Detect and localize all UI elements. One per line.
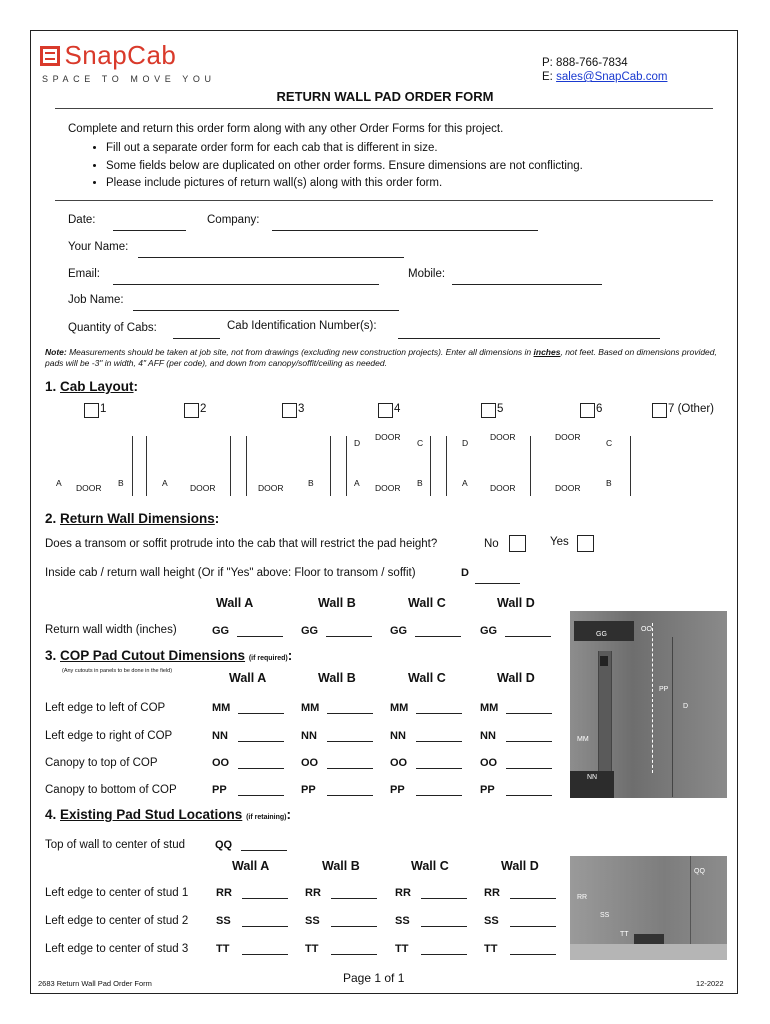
stud-code: SS (305, 915, 320, 927)
wall-label-c: C (417, 438, 424, 448)
mobile-field[interactable] (452, 284, 602, 285)
cop-field[interactable] (238, 768, 284, 769)
logo-tagline: SPACE TO MOVE YOU (42, 74, 216, 84)
section-4-heading (45, 807, 291, 822)
date-label: Date: (68, 214, 96, 226)
door-label: DOOR (555, 483, 581, 493)
job-name-label: Job Name: (68, 294, 124, 306)
cop-row-label: Left edge to right of COP (45, 730, 173, 742)
cop-field[interactable] (506, 795, 552, 796)
cop-row-label: Canopy to top of COP (45, 757, 158, 769)
instructions-list (88, 140, 583, 193)
footer-date: 12-2022 (696, 979, 724, 988)
stud-code: TT (484, 943, 498, 955)
sec-num: 4. (45, 807, 61, 822)
wall-label-d: D (462, 438, 469, 448)
layout-option-4-checkbox[interactable] (378, 403, 393, 418)
cutout-note: (Any cutouts in panels to be done in the field) (62, 668, 173, 674)
your-name-label: Your Name: (68, 241, 129, 253)
wall-c-header: Wall C (408, 671, 446, 685)
stud-code: SS (395, 915, 410, 927)
cop-field[interactable] (416, 768, 462, 769)
sec-num: 1. (45, 379, 61, 394)
cop-field[interactable] (327, 713, 373, 714)
instructions-divider (55, 200, 713, 201)
sec-colon: : (214, 511, 220, 526)
door-label: DOOR (555, 432, 581, 442)
layout-option-1-checkbox[interactable] (84, 403, 99, 418)
cop-code: NN (480, 730, 496, 742)
quantity-label: Quantity of Cabs: (68, 322, 157, 334)
cop-code: MM (212, 702, 231, 714)
wall-label-b: B (118, 478, 124, 488)
wall-height-code: D (461, 567, 469, 579)
wall-c-header: Wall C (408, 596, 446, 610)
photo-label-mm: MM (577, 736, 589, 743)
wall-label-a: A (354, 478, 360, 488)
width-wall-a-field[interactable] (237, 636, 283, 637)
stud-row-label: Left edge to center of stud 3 (45, 943, 189, 955)
wall-height-field[interactable] (475, 583, 520, 584)
photo-label-gg: GG (596, 631, 607, 638)
door-label: DOOR (190, 483, 216, 493)
wall-label-b: B (606, 478, 612, 488)
stud-code: TT (395, 943, 409, 955)
wall-line (430, 436, 431, 496)
wall-line (230, 436, 231, 496)
wall-label-a: A (462, 478, 468, 488)
wall-line (346, 436, 347, 496)
stud-field[interactable] (331, 954, 377, 955)
job-name-field[interactable] (133, 310, 399, 311)
cop-field[interactable] (238, 741, 284, 742)
sec-title: Cab Layout (60, 379, 134, 394)
wall-d-header: Wall D (497, 596, 535, 610)
phone: P: 888-766-7834 (542, 57, 628, 69)
photo-floor (570, 944, 727, 960)
wall-line (246, 436, 247, 496)
wall-a-header: Wall A (229, 671, 267, 685)
cop-field[interactable] (327, 768, 373, 769)
photo-label-ss: SS (600, 912, 610, 919)
dimension-line-pp (652, 623, 653, 773)
width-code: GG (390, 625, 408, 637)
section-1-heading (45, 379, 138, 394)
wall-line (132, 436, 133, 496)
cop-field[interactable] (506, 768, 552, 769)
top-to-stud-label: Top of wall to center of stud (45, 839, 185, 851)
wall-d-header: Wall D (501, 859, 539, 873)
transom-no-label: No (484, 538, 499, 550)
stud-field[interactable] (421, 926, 467, 927)
stud-field[interactable] (242, 898, 288, 899)
cop-code: MM (480, 702, 499, 714)
wall-line (630, 436, 631, 496)
wall-line (446, 436, 447, 496)
title-divider (55, 108, 713, 109)
footer-form-id: 2683 Return Wall Pad Order Form (38, 979, 152, 988)
cop-code: OO (480, 757, 498, 769)
footer-page-number: Page 1 of 1 (343, 971, 405, 985)
stud-row-label: Left edge to center of stud 2 (45, 915, 189, 927)
wall-d-header: Wall D (497, 671, 535, 685)
wall-edge (690, 856, 691, 956)
stud-code: RR (395, 887, 411, 899)
layout-option-5-checkbox[interactable] (481, 403, 496, 418)
width-code: GG (212, 625, 230, 637)
layout-option-label: 2 (200, 403, 207, 415)
photo-label-d: D (683, 703, 689, 710)
return-wall-width-label: Return wall width (inches) (45, 624, 177, 636)
stud-field[interactable] (421, 954, 467, 955)
transom-yes-checkbox[interactable] (577, 535, 594, 552)
wall-label-c: C (606, 438, 613, 448)
door-label: DOOR (375, 483, 401, 493)
note-text-2: , not feet. Based on dimensions provided, pads will be -3" in width, 4" AFF (per code), and down from canopy/soffit/ceiling as needed. (45, 347, 717, 368)
quantity-field[interactable] (173, 338, 220, 339)
photo-label-pp: PP (659, 686, 669, 693)
sec-colon: : (133, 379, 139, 394)
email-link[interactable]: sales@SnapCab.com (556, 71, 668, 83)
layout-option-label: 3 (298, 403, 305, 415)
stud-field[interactable] (331, 898, 377, 899)
top-to-stud-code: QQ (215, 839, 233, 851)
your-name-field[interactable] (138, 257, 404, 258)
cop-field[interactable] (327, 741, 373, 742)
intro-text: Complete and return this order form along with any other Order Forms for this project. (68, 123, 504, 135)
wall-label-a: A (56, 478, 62, 488)
door-label: DOOR (490, 483, 516, 493)
sec-num: 2. (45, 511, 61, 526)
contact-info (542, 56, 667, 84)
cop-code: MM (390, 702, 409, 714)
wall-a-header: Wall A (232, 859, 270, 873)
layout-option-label: 1 (100, 403, 107, 415)
cop-code: PP (301, 784, 316, 796)
transom-yes-label: Yes (550, 536, 569, 548)
photo-label-rr: RR (577, 894, 588, 901)
note-text: Measurements should be taken at job site, not from drawings (excluding new construction projects). Enter all dimensions in (66, 347, 534, 357)
cop-field[interactable] (506, 741, 552, 742)
cop-field[interactable] (416, 741, 462, 742)
stud-code: TT (216, 943, 230, 955)
measurement-note (45, 347, 725, 369)
cop-code: PP (480, 784, 495, 796)
cop-field[interactable] (327, 795, 373, 796)
wall-b-header: Wall B (322, 859, 360, 873)
sec-title: COP Pad Cutout Dimensions (60, 648, 246, 663)
company-label: Company: (207, 214, 260, 226)
layout-option-7-checkbox[interactable] (652, 403, 667, 418)
stud-field[interactable] (510, 954, 556, 955)
email-field[interactable] (113, 284, 379, 285)
width-wall-c-field[interactable] (415, 636, 461, 637)
snapcab-logo-icon (40, 46, 60, 66)
stud-field[interactable] (331, 926, 377, 927)
cop-field[interactable] (416, 713, 462, 714)
width-code: GG (301, 625, 319, 637)
cab-id-field[interactable] (398, 338, 660, 339)
layout-option-2-checkbox[interactable] (184, 403, 199, 418)
email-line (542, 70, 667, 84)
photo-label-nn: NN (587, 774, 598, 781)
cop-code: MM (301, 702, 320, 714)
email-prefix: E: (542, 71, 557, 83)
wall-label-a: A (162, 478, 168, 488)
email-label: Email: (68, 268, 100, 280)
layout-option-6-checkbox[interactable] (580, 403, 595, 418)
stud-code: RR (305, 887, 321, 899)
sec-num: 3. (45, 648, 61, 663)
sec-note: (if required) (248, 655, 288, 662)
cop-code: PP (212, 784, 227, 796)
wall-label-d: D (354, 438, 361, 448)
cop-code: PP (390, 784, 405, 796)
wall-line (330, 436, 331, 496)
door-label: DOOR (490, 432, 516, 442)
photo-label-tt: TT (620, 931, 629, 938)
section-3-heading (45, 648, 292, 663)
note-label: Note: (45, 347, 67, 357)
cop-code: OO (212, 757, 230, 769)
width-code: GG (480, 625, 498, 637)
cop-panel (598, 651, 612, 781)
date-field[interactable] (113, 230, 186, 231)
stud-code: TT (305, 943, 319, 955)
instruction-item: • Please include pictures of return wall(s) along with this order form. (106, 175, 583, 193)
layout-option-label: 6 (596, 403, 603, 415)
sec-colon: : (286, 807, 292, 822)
note-inches: inches (533, 347, 561, 357)
layout-option-label: 5 (497, 403, 504, 415)
wall-line (146, 436, 147, 496)
stud-field[interactable] (510, 898, 556, 899)
cop-code: NN (212, 730, 228, 742)
company-field[interactable] (272, 230, 538, 231)
return-wall-photo-1 (570, 611, 727, 798)
form-title: RETURN WALL PAD ORDER FORM (276, 89, 494, 104)
transom-question: Does a transom or soffit protrude into the cab that will restrict the pad height? (45, 538, 438, 550)
sec-note: (if retaining) (246, 814, 287, 821)
cop-code: OO (390, 757, 408, 769)
sec-title: Return Wall Dimensions (60, 511, 215, 526)
instruction-item: • Some fields below are duplicated on other order forms. Ensure dimensions are not conflicting. (106, 158, 583, 176)
width-wall-b-field[interactable] (326, 636, 372, 637)
stud-code: SS (484, 915, 499, 927)
wall-label-b: B (308, 478, 314, 488)
stud-field[interactable] (242, 926, 288, 927)
stud-field[interactable] (242, 954, 288, 955)
wall-a-header: Wall A (216, 596, 254, 610)
cop-row-label: Left edge to left of COP (45, 702, 166, 714)
door-label: DOOR (375, 432, 401, 442)
door-edge (672, 637, 673, 797)
cop-field[interactable] (506, 713, 552, 714)
cop-field[interactable] (416, 795, 462, 796)
return-wall-photo-2 (570, 856, 727, 960)
stud-field[interactable] (421, 898, 467, 899)
layout-option-label: 4 (394, 403, 401, 415)
door-label: DOOR (258, 483, 284, 493)
door-label: DOOR (76, 483, 102, 493)
stud-field[interactable] (510, 926, 556, 927)
cab-id-label: Cab Identification Number(s): (227, 320, 377, 332)
cop-display-icon (600, 656, 608, 666)
layout-option-3-checkbox[interactable] (282, 403, 297, 418)
snapcab-logo (40, 40, 176, 71)
cop-field[interactable] (238, 713, 284, 714)
cop-code: NN (301, 730, 317, 742)
cop-code: OO (301, 757, 319, 769)
cop-code: NN (390, 730, 406, 742)
wall-line (530, 436, 531, 496)
mobile-label: Mobile: (408, 268, 446, 280)
stud-row-label: Left edge to center of stud 1 (45, 887, 189, 899)
photo-label-oo: OO (641, 626, 652, 633)
width-wall-d-field[interactable] (505, 636, 551, 637)
wall-height-question: Inside cab / return wall height (Or if "Yes" above: Floor to transom / soffit) (45, 567, 416, 579)
transom-no-checkbox[interactable] (509, 535, 526, 552)
stud-code: RR (484, 887, 500, 899)
wall-b-header: Wall B (318, 671, 356, 685)
layout-option-label: 7 (Other) (668, 403, 715, 415)
cop-row-label: Canopy to bottom of COP (45, 784, 177, 796)
section-2-heading (45, 511, 219, 526)
sec-colon: : (287, 648, 293, 663)
logo-text: SnapCab (64, 40, 177, 70)
stud-code: RR (216, 887, 232, 899)
top-to-stud-field[interactable] (241, 850, 287, 851)
cop-field[interactable] (238, 795, 284, 796)
wall-c-header: Wall C (411, 859, 449, 873)
photo-label-qq: QQ (694, 868, 705, 875)
sec-title: Existing Pad Stud Locations (60, 807, 243, 822)
wall-label-b: B (417, 478, 423, 488)
instruction-item: • Fill out a separate order form for each cab that is different in size. (106, 140, 583, 158)
wall-b-header: Wall B (318, 596, 356, 610)
stud-code: SS (216, 915, 231, 927)
